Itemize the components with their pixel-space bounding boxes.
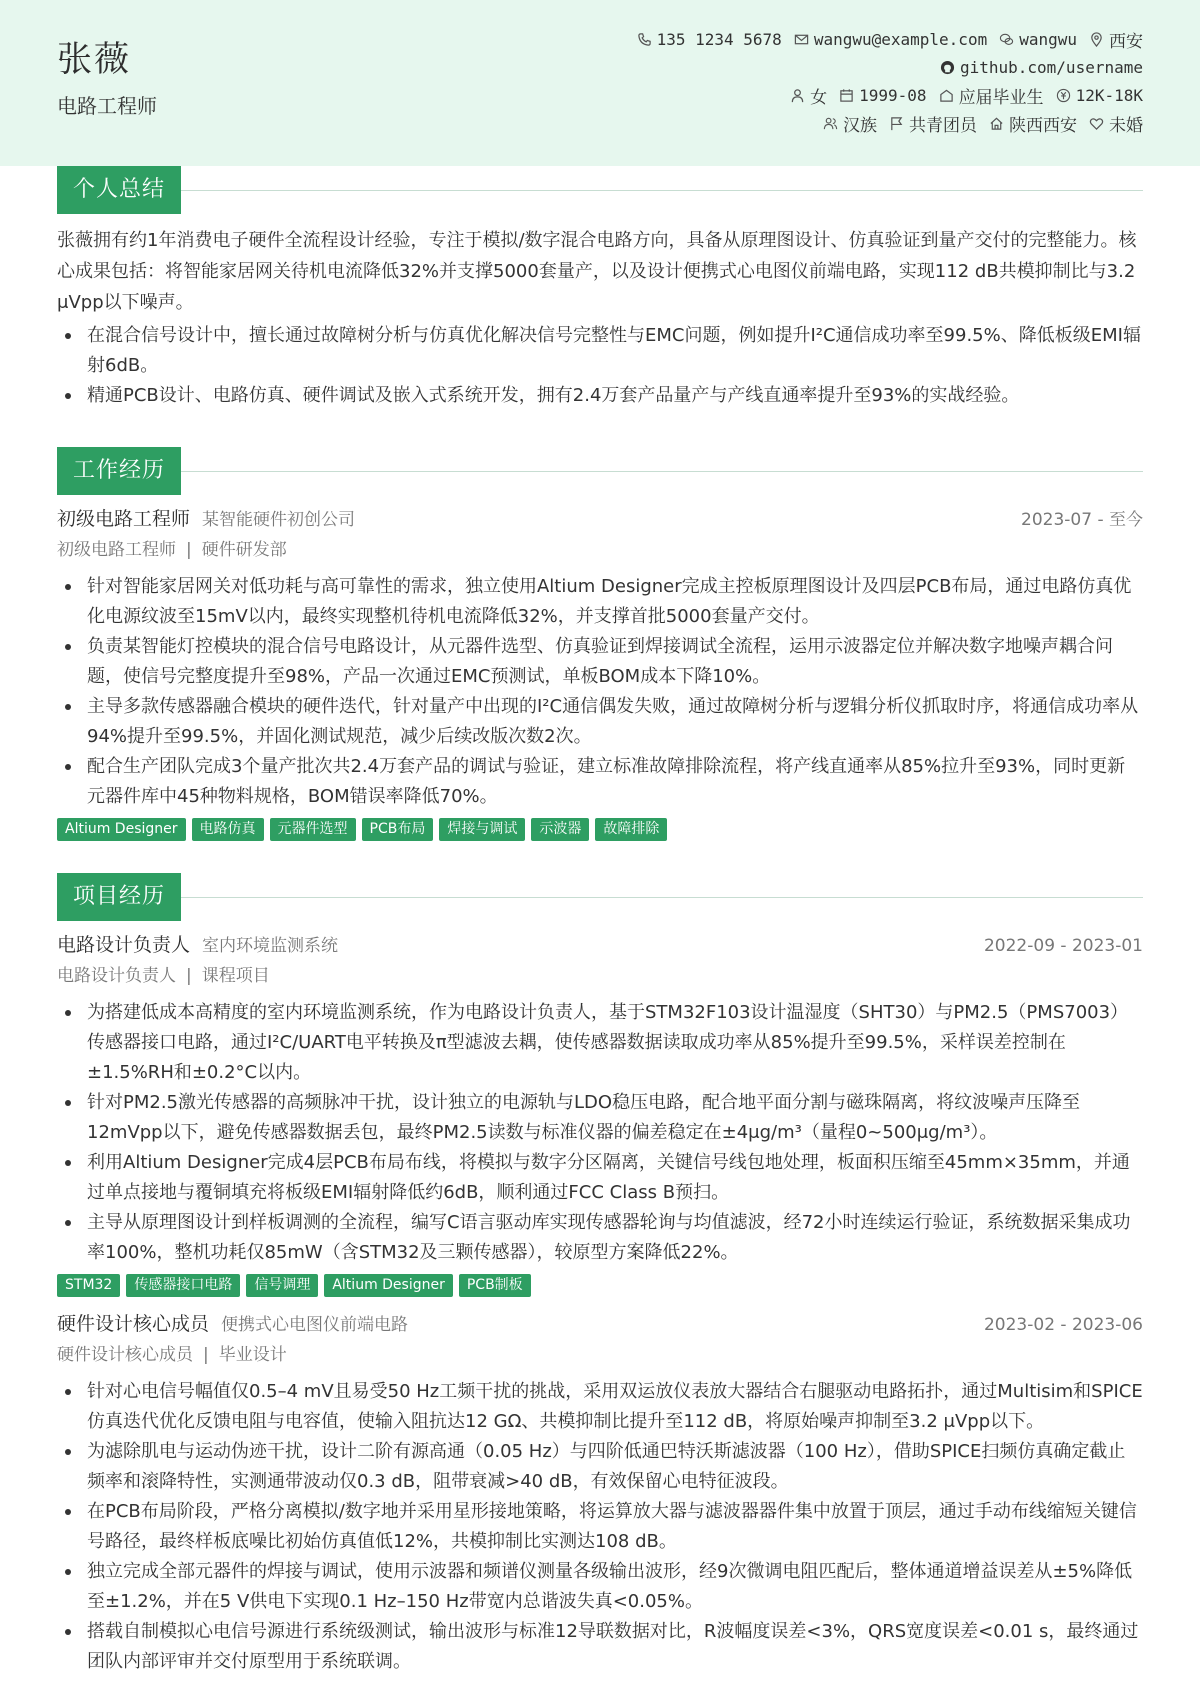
contact-info [637, 28, 1143, 134]
summary-heading [57, 166, 1143, 214]
section-title: 项目经历 [57, 873, 181, 921]
list-item: 为搭建低成本高精度的室内环境监测系统，作为电路设计负责人，基于STM32F103设计温湿度（SHT30）与PM2.5（PMS7003）传感器接口电路，通过I²C/UART电平转换及π型滤波去耦，使传感器数据读取成功率从85%提升至99.5%，采样误差控制在±1.5%RH和±0.2°C以内。 [57, 998, 1143, 1088]
email-address[interactable]: wangwu@example.com [813, 29, 988, 49]
skill-tags [57, 818, 1143, 841]
skill-tag: STM32 [57, 1274, 120, 1297]
project-name: 便携式心电图仪前端电路 [221, 1315, 409, 1335]
money-icon [1056, 88, 1071, 103]
department-label: 硬件研发部 [201, 540, 287, 560]
github-item [940, 58, 1143, 77]
list-item: 主导多款传感器融合模块的硬件迭代，针对量产中出现的I²C通信偶发失败，通过故障树分析与逻辑分析仪抓取时序，将通信成功率从94%提升至99.5%，并固化测试规范，减少后续改版次数2次。 [57, 692, 1143, 752]
skill-tag: 故障排除 [595, 818, 667, 841]
gender-item [790, 83, 827, 108]
heart-icon [1089, 116, 1104, 131]
house-icon [939, 88, 954, 103]
date-range: 2023-07 - 至今 [1021, 510, 1143, 530]
separator: | [203, 1345, 209, 1365]
ethnicity-item [823, 111, 877, 136]
wechat-item [999, 30, 1077, 49]
entry-header [57, 930, 1143, 960]
project-entry [57, 930, 1143, 1297]
github-icon [940, 60, 955, 75]
entry-subtitle [57, 534, 1143, 566]
role-label: 电路设计负责人 [57, 966, 176, 986]
skill-tags [57, 1274, 1143, 1297]
date-range: 2022-09 - 2023-01 [983, 936, 1143, 956]
project-bullets [57, 998, 1143, 1268]
contact-row-4 [823, 112, 1143, 134]
projects-section [57, 873, 1143, 1677]
contact-row-2 [940, 56, 1143, 78]
entry-subtitle [57, 1339, 1143, 1371]
section-divider [181, 471, 1143, 472]
list-item: 主导从原理图设计到样板调测的全流程，编写C语言驱动库实现传感器轮询与均值滤波，经72小时连续运行验证，系统数据采集成功率100%，整机功耗仅85mW（含STM32及三颗传感器），较原型方案降低22%。 [57, 1208, 1143, 1268]
entry-heading [57, 504, 355, 531]
wechat-id: wangwu [1019, 29, 1077, 49]
list-item: 在混合信号设计中，擅长通过故障树分析与仿真优化解决信号完整性与EMC问题，例如提升I²C通信成功率至99.5%、降低板级EMI辐射6dB。 [57, 321, 1143, 381]
contact-row-3 [790, 84, 1143, 106]
list-item: 为滤除肌电与运动伪迹干扰，设计二阶有源高通（0.05 Hz）与四阶低通巴特沃斯滤波器（100 Hz），借助SPICE扫频仿真确定截止频率和滚降特性，实测通带波动仅0.3 dB，阻带衰减>40 dB，有效保留心电特征波段。 [57, 1437, 1143, 1497]
list-item: 独立完成全部元器件的焊接与调试，使用示波器和频谱仪测量各级输出波形，经9次微调电阻匹配后，整体通道增益误差从±5%降低至±1.2%，并在5 V供电下实现0.1 Hz–150 Hz带宽内总谐波失真<0.05%。 [57, 1557, 1143, 1617]
location-pin-icon [1089, 32, 1104, 47]
email-item [794, 30, 987, 49]
skill-tag: 电路仿真 [192, 818, 264, 841]
work-section [57, 447, 1143, 841]
ethnicity-text: 汉族 [843, 115, 877, 136]
politics-text: 共青团员 [909, 115, 977, 136]
skill-tag: PCB布局 [362, 818, 434, 841]
marital-item [1089, 111, 1143, 136]
salary-text: 12K-18K [1075, 85, 1143, 105]
calendar-icon [839, 88, 854, 103]
hometown-text: 陕西西安 [1009, 115, 1077, 136]
skill-tag: Altium Designer [57, 818, 186, 841]
contact-row-1 [637, 28, 1143, 50]
hometown-item [989, 111, 1077, 136]
date-range: 2023-02 - 2023-06 [983, 1315, 1143, 1335]
list-item: 利用Altium Designer完成4层PCB布局布线，将模拟与数字分区隔离，关键信号线包地处理，板面积压缩至45mm×35mm，并通过单点接地与覆铜填充将板级EMI辐射降低约6dB，顺利通过FCC Class B预扫。 [57, 1148, 1143, 1208]
person-icon [790, 88, 805, 103]
skill-tag: 信号调理 [246, 1274, 318, 1297]
section-divider [181, 897, 1143, 898]
summary-section [57, 166, 1143, 411]
salary-item [1056, 86, 1143, 105]
summary-paragraph: 张薇拥有约1年消费电子硬件全流程设计经验，专注于模拟/数字混合电路方向，具备从原理图设计、仿真验证到量产交付的完整能力。核心成果包括：将智能家居网关待机电流降低32%并支撑5000套量产，以及设计便携式心电图仪前端电路，实现112 dB共模抑制比与3.2 μVpp以下噪声。 [57, 230, 1137, 313]
work-heading [57, 447, 1143, 495]
summary-bullets [57, 321, 1143, 411]
entry-subtitle [57, 960, 1143, 992]
section-divider [181, 190, 1143, 191]
list-item: 针对PM2.5激光传感器的高频脉冲干扰，设计独立的电源轨与LDO稳压电路，配合地平面分割与磁珠隔离，将纹波噪声压降至12mVpp以下，避免传感器数据丢包，最终PM2.5读数与标准仪器的偏差稳定在±4μg/m³（量程0~500μg/m³）。 [57, 1088, 1143, 1148]
project-name: 室内环境监测系统 [202, 936, 339, 956]
phone-item [637, 30, 782, 49]
skill-tag: 焊接与调试 [439, 818, 525, 841]
section-title: 工作经历 [57, 447, 181, 495]
resume-header [0, 0, 1200, 166]
list-item: 配合生产团队完成3个量产批次共2.4万套产品的调试与验证，建立标准故障排除流程，将产线直通率从85%拉升至93%，同时更新元器件库中45种物料规格，BOM错误率降低70%。 [57, 752, 1143, 812]
status-item [939, 83, 1044, 108]
birth-item [839, 86, 926, 105]
skill-tag: PCB制板 [459, 1274, 531, 1297]
project-entry [57, 1309, 1143, 1677]
entry-header [57, 504, 1143, 534]
skill-tag: 传感器接口电路 [126, 1274, 240, 1297]
phone-icon [637, 32, 652, 47]
birth-text: 1999-08 [859, 85, 927, 105]
list-item: 针对心电信号幅值仅0.5–4 mV且易受50 Hz工频干扰的挑战，采用双运放仪表放大器结合右腿驱动电路拓扑，通过Multisim和SPICE仿真迭代优化反馈电阻与电容值，使输入阻抗达12 GΩ、共模抑制比提升至112 dB，将原始噪声抑制至3.2 μVpp以下。 [57, 1377, 1143, 1437]
role-label: 硬件设计核心成员 [57, 1345, 193, 1365]
marital-text: 未婚 [1109, 115, 1143, 136]
list-item: 针对智能家居网关对低功耗与高可靠性的需求，独立使用Altium Designer完成主控板原理图设计及四层PCB布局，通过电路仿真优化电源纹波至15mV以内，最终实现整机待机电流降低32%，并支撑首批5000套量产交付。 [57, 572, 1143, 632]
entry-header [57, 1309, 1143, 1339]
position-label: 初级电路工程师 [57, 540, 176, 560]
flag-icon [889, 116, 904, 131]
project-type-label: 毕业设计 [218, 1345, 287, 1365]
company-name: 某智能硬件初创公司 [202, 510, 356, 530]
location-text: 西安 [1109, 31, 1143, 52]
list-item: 精通PCB设计、电路仿真、硬件调试及嵌入式系统开发，拥有2.4万套产品量产与产线直通率提升至93%的实战经验。 [57, 381, 1143, 411]
section-title: 个人总结 [57, 166, 181, 214]
project-type-label: 课程项目 [201, 966, 270, 986]
wechat-icon [999, 32, 1014, 47]
people-icon [823, 116, 838, 131]
gender-text: 女 [810, 87, 828, 108]
skill-tag: 示波器 [531, 818, 589, 841]
work-entry [57, 504, 1143, 841]
work-bullets [57, 572, 1143, 812]
home-icon [989, 116, 1004, 131]
project-role: 硬件设计核心成员 [57, 1313, 210, 1335]
separator: | [186, 540, 192, 560]
list-item: 搭载自制模拟心电信号源进行系统级测试，输出波形与标准12导联数据对比，R波幅度误差<3%，QRS宽度误差<0.01 s，最终通过团队内部评审并交付原型用于系统联调。 [57, 1617, 1143, 1677]
project-bullets [57, 1377, 1143, 1677]
github-link[interactable]: github.com/username [959, 57, 1143, 77]
phone-number: 135 1234 5678 [656, 29, 782, 49]
skill-tag: Altium Designer [324, 1274, 453, 1297]
list-item: 负责某智能灯控模块的混合信号电路设计，从元器件选型、仿真验证到焊接调试全流程，运用示波器定位并解决数字地噪声耦合问题，使信号完整度提升至98%，产品一次通过EMC预测试，单板BOM成本下降10%。 [57, 632, 1143, 692]
status-text: 应届毕业生 [958, 87, 1044, 108]
entry-heading [57, 930, 338, 957]
location-item [1089, 27, 1143, 52]
project-role: 电路设计负责人 [57, 934, 191, 956]
skill-tag: 元器件选型 [270, 818, 356, 841]
entry-heading [57, 1309, 408, 1336]
candidate-name: 张薇 [57, 40, 132, 80]
list-item: 在PCB布局阶段，严格分离模拟/数字地并采用星形接地策略，将运算放大器与滤波器器件集中放置于顶层，通过手动布线缩短关键信号路径，最终样板底噪比初始仿真值低12%，共模抑制比实测达108 dB。 [57, 1497, 1143, 1557]
mail-icon [794, 32, 809, 47]
projects-heading [57, 873, 1143, 921]
politics-item [889, 111, 977, 136]
job-title: 初级电路工程师 [57, 508, 191, 530]
separator: | [186, 966, 192, 986]
candidate-role: 电路工程师 [57, 94, 157, 118]
